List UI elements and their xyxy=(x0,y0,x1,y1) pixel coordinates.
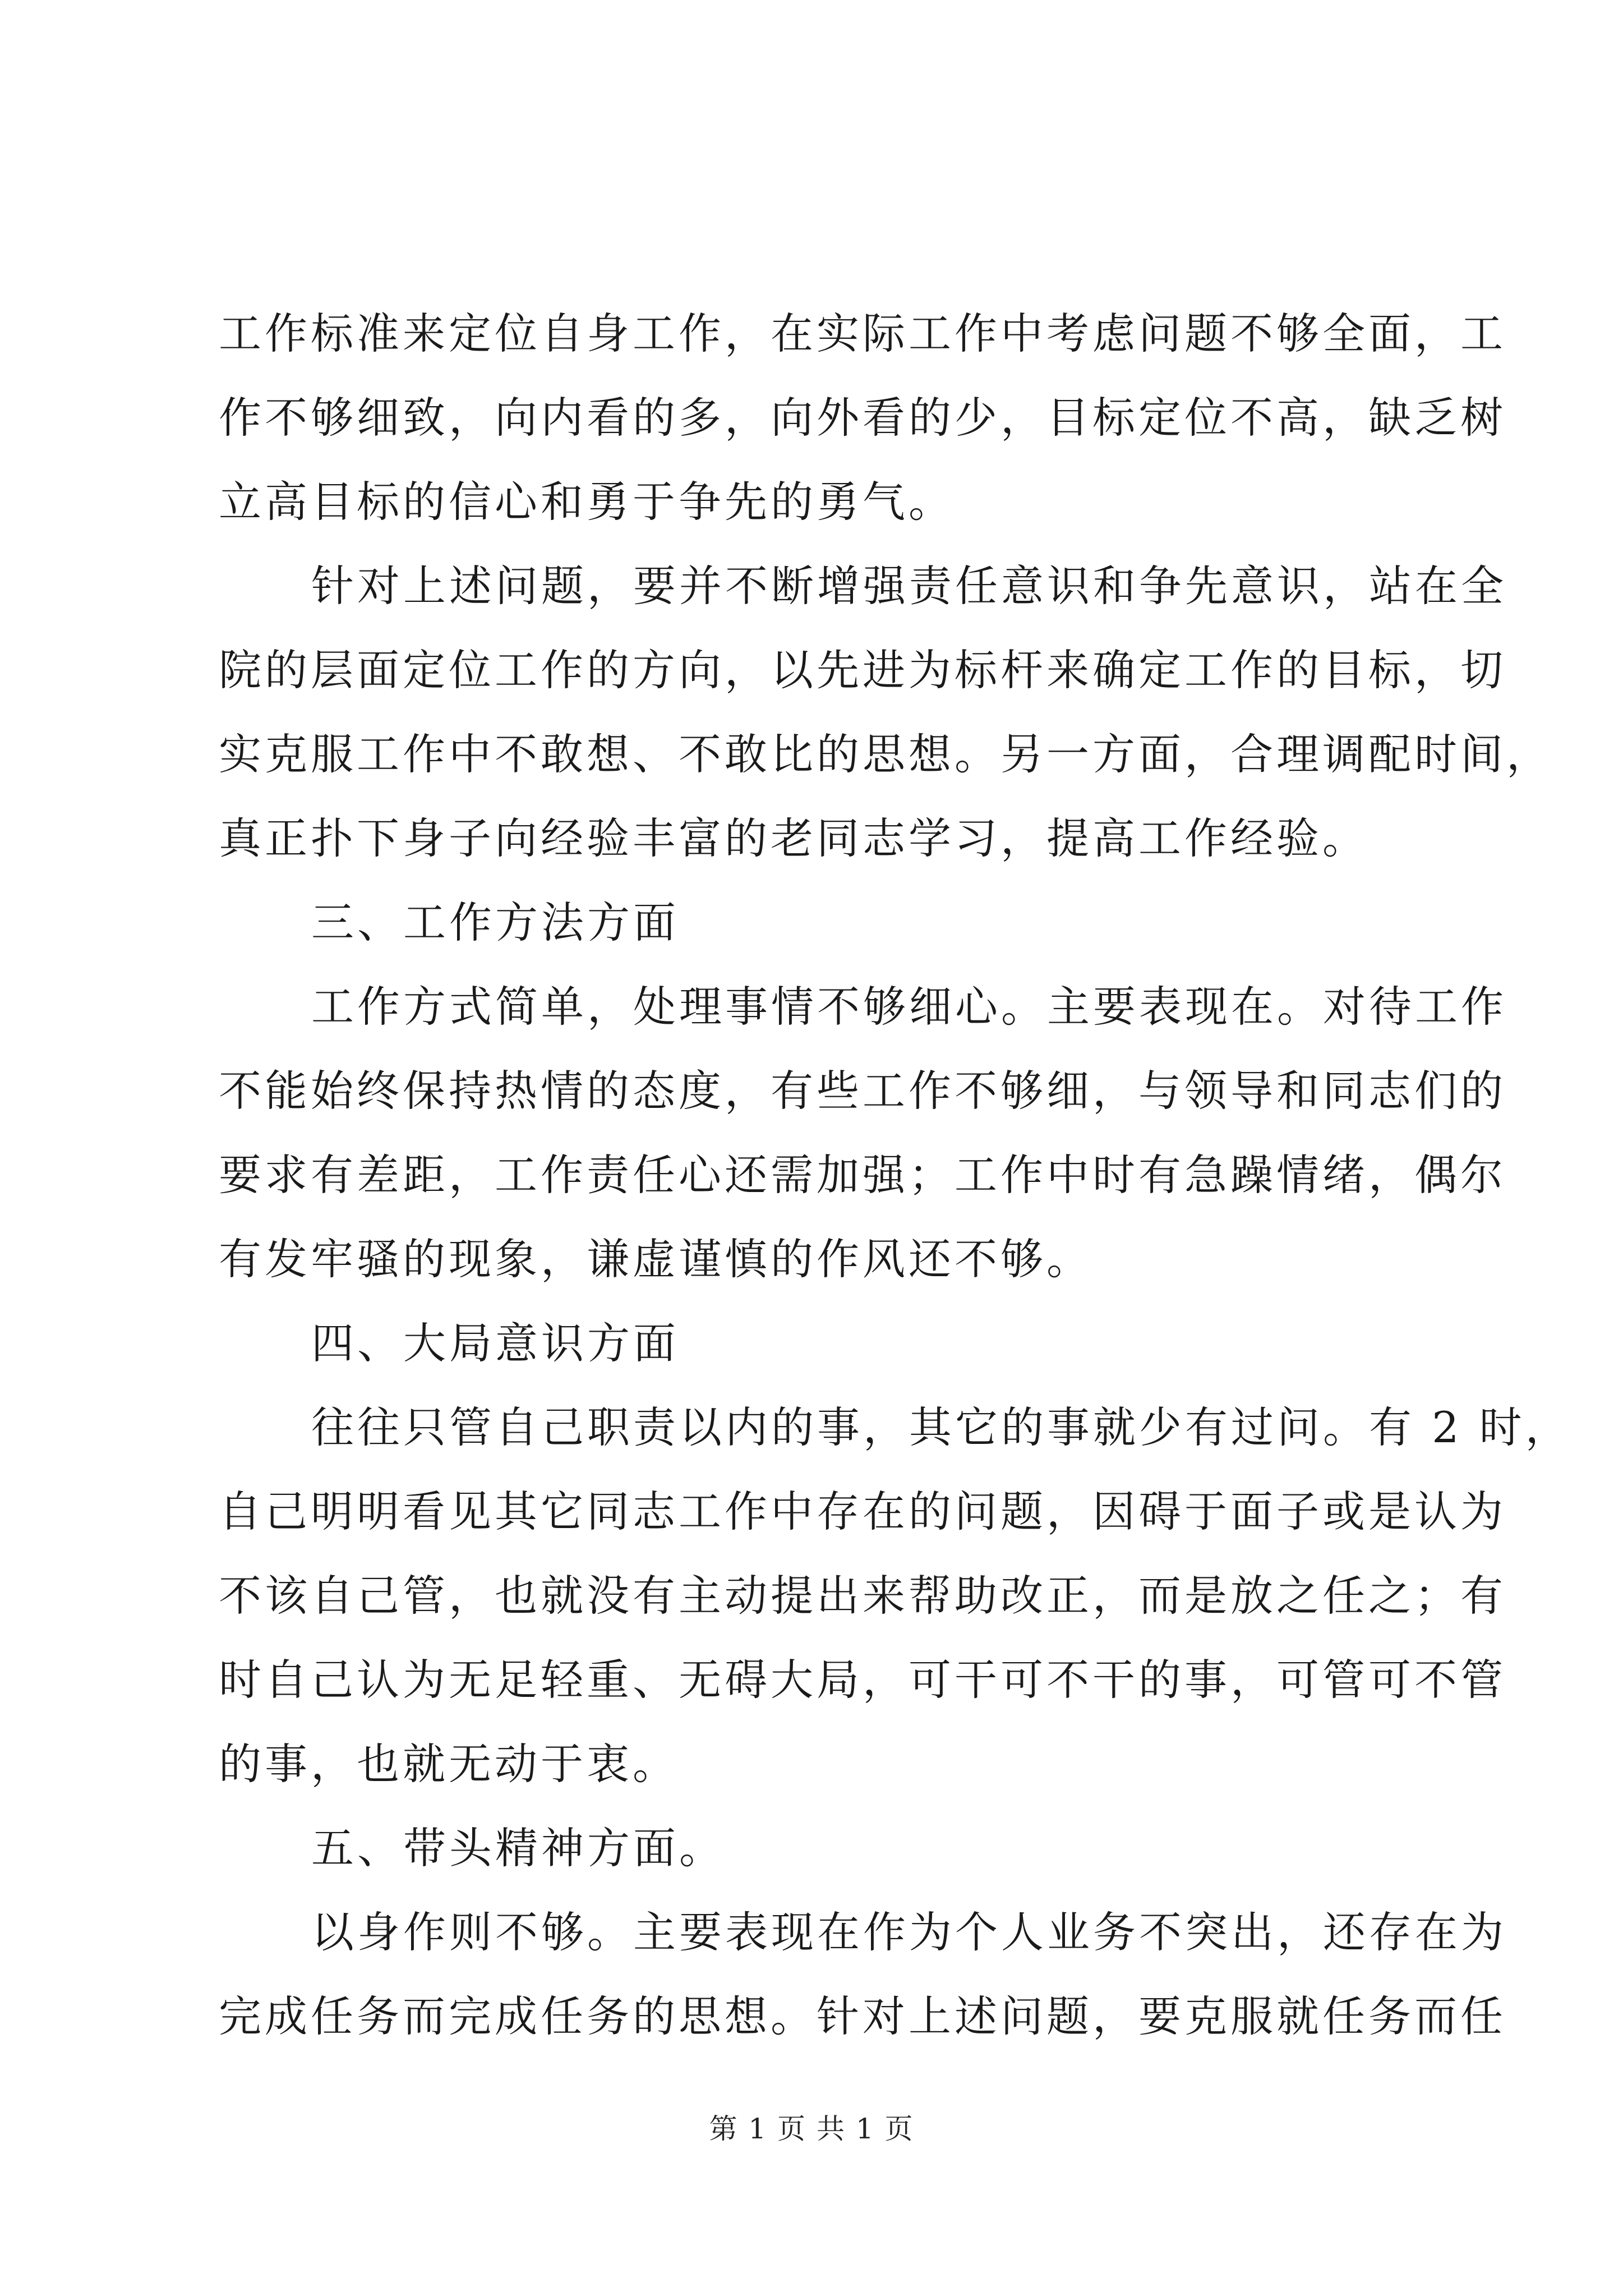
text-line: 工作标准来定位自身工作，在实际工作中考虑问题不够全面，工 xyxy=(219,309,1506,358)
text-line: 的事，也就无动于衷。 xyxy=(219,1739,679,1789)
paragraph-first-line: 针对上述问题，要并不断增强责任意识和争先意识，站在全 xyxy=(311,561,1507,611)
text-line: 不该自己管，也就没有主动提出来帮助改正，而是放之任之；有 xyxy=(219,1571,1506,1621)
text-line: 时自己认为无足轻重、无碍大局，可干可不干的事，可管可不管 xyxy=(219,1655,1506,1705)
document-body xyxy=(219,292,1571,2059)
section-heading: 四、大局意识方面 xyxy=(311,1318,679,1368)
paragraph-first-line: 以身作则不够。主要表现在作为个人业务不突出，还存在为 xyxy=(311,1907,1507,1957)
text-line: 完成任务而完成任务的思想。针对上述问题，要克服就任务而任 xyxy=(219,1991,1506,2041)
text-line: 要求有差距，工作责任心还需加强；工作中时有急躁情绪，偶尔 xyxy=(219,1150,1506,1200)
text-line: 真正扑下身子向经验丰富的老同志学习，提高工作经验。 xyxy=(219,813,1368,863)
section-heading: 五、带头精神方面。 xyxy=(311,1823,725,1873)
text-line: 院的层面定位工作的方向，以先进为标杆来确定工作的目标，切 xyxy=(219,645,1506,695)
text-line: 不能始终保持热情的态度，有些工作不够细，与领导和同志们的 xyxy=(219,1066,1506,1116)
page-number-footer: 第 1 页 共 1 页 xyxy=(709,2113,914,2145)
paragraph-first-line: 工作方式简单，处理事情不够细心。主要表现在。对待工作 xyxy=(311,982,1507,1032)
text-line: 作不够细致，向内看的多，向外看的少，目标定位不高，缺乏树 xyxy=(219,393,1506,443)
paragraph-first-line: 往往只管自己职责以内的事，其它的事就少有过问。有 2 时， xyxy=(311,1402,1571,1452)
text-line: 自己明明看见其它同志工作中存在的问题，因碍于面子或是认为 xyxy=(219,1487,1506,1536)
text-line: 立高目标的信心和勇于争先的勇气。 xyxy=(219,477,955,527)
section-heading: 三、工作方法方面 xyxy=(311,898,679,947)
text-line: 实克服工作中不敢想、不敢比的思想。另一方面，合理调配时间， xyxy=(219,729,1552,779)
text-line: 有发牢骚的现象，谦虚谨慎的作风还不够。 xyxy=(219,1234,1092,1284)
